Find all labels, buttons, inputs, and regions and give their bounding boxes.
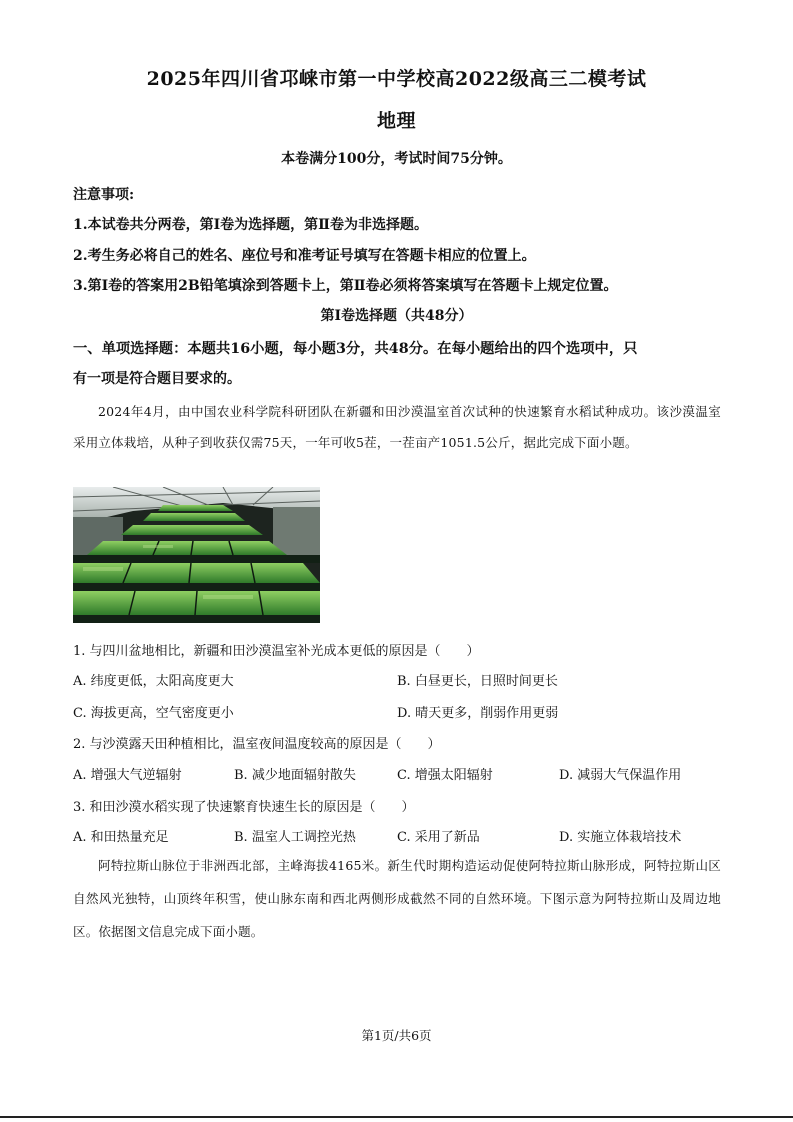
bottom-divider bbox=[0, 1116, 793, 1118]
note-item: 1.本试卷共分两卷，第Ⅰ卷为选择题，第Ⅱ卷为非选择题。 bbox=[73, 217, 428, 233]
exam-info: 本卷满分100分，考试时间75分钟。 bbox=[281, 151, 512, 167]
q1-option-a: A. 纬度更低，太阳高度更大 bbox=[73, 674, 234, 689]
note-item: 3.第Ⅰ卷的答案用2B铅笔填涂到答题卡上，第Ⅱ卷必须将答案填写在答题卡上规定位置。 bbox=[73, 278, 618, 294]
question-3: 3. 和田沙漠水稻实现了快速繁育快速生长的原因是（ ） bbox=[73, 800, 415, 815]
q2-option-d: D. 减弱大气保温作用 bbox=[559, 768, 682, 783]
exam-title: 2025年四川省邛崃市第一中学校高2022级高三二模考试 bbox=[146, 68, 647, 90]
q2-option-b: B. 减少地面辐射散失 bbox=[234, 768, 356, 783]
q3-option-c: C. 采用了新品 bbox=[397, 830, 480, 845]
passage-2: 阿特拉斯山脉位于非洲西北部，主峰海拔4165米。新生代时期构造运动促使阿特拉斯山脉形成，阿特拉斯山区自然风光独特，山顶终年积雪，使山脉东南和西北两侧形成截然不同的自然环境。下图示意为阿特拉斯山及周边地区。依据图文信息完成下面小题。 bbox=[73, 858, 721, 939]
q2-option-c: C. 增强太阳辐射 bbox=[397, 768, 493, 783]
q1-option-d: D. 晴天更多，削弱作用更弱 bbox=[397, 706, 559, 721]
subject-title: 地理 bbox=[376, 110, 416, 132]
section-instruction: 一、单项选择题：本题共16小题，每小题3分，共48分。在每小题给出的四个选项中，只 bbox=[73, 341, 638, 357]
q1-option-c: C. 海拔更高，空气密度更小 bbox=[73, 706, 234, 721]
greenhouse-rice-photo bbox=[73, 487, 320, 623]
q2-option-a: A. 增强大气逆辐射 bbox=[73, 768, 182, 783]
q3-option-d: D. 实施立体栽培技术 bbox=[559, 830, 682, 845]
q1-option-b: B. 白昼更长，日照时间更长 bbox=[397, 674, 558, 689]
notes-heading: 注意事项: bbox=[73, 187, 135, 203]
section-title: 第Ⅰ卷选择题（共48分） bbox=[320, 308, 473, 324]
question-1: 1. 与四川盆地相比，新疆和田沙漠温室补光成本更低的原因是（ ） bbox=[73, 644, 480, 659]
q3-option-a: A. 和田热量充足 bbox=[73, 830, 169, 845]
page-number: 第1页/共6页 bbox=[361, 1028, 432, 1043]
passage-1: 2024年4月，由中国农业科学院科研团队在新疆和田沙漠温室首次试种的快速繁育水稻试种成功。该沙漠温室采用立体栽培，从种子到收获仅需75天，一年可收5茬，一茬亩产1051.5公斤，据此完成下面小题。 bbox=[73, 404, 721, 450]
question-2: 2. 与沙漠露天田种植相比，温室夜间温度较高的原因是（ ） bbox=[73, 737, 441, 752]
section-instruction: 有一项是符合题目要求的。 bbox=[73, 371, 241, 387]
note-item: 2.考生务必将自己的姓名、座位号和准考证号填写在答题卡相应的位置上。 bbox=[73, 248, 536, 264]
q3-option-b: B. 温室人工调控光热 bbox=[234, 830, 356, 845]
